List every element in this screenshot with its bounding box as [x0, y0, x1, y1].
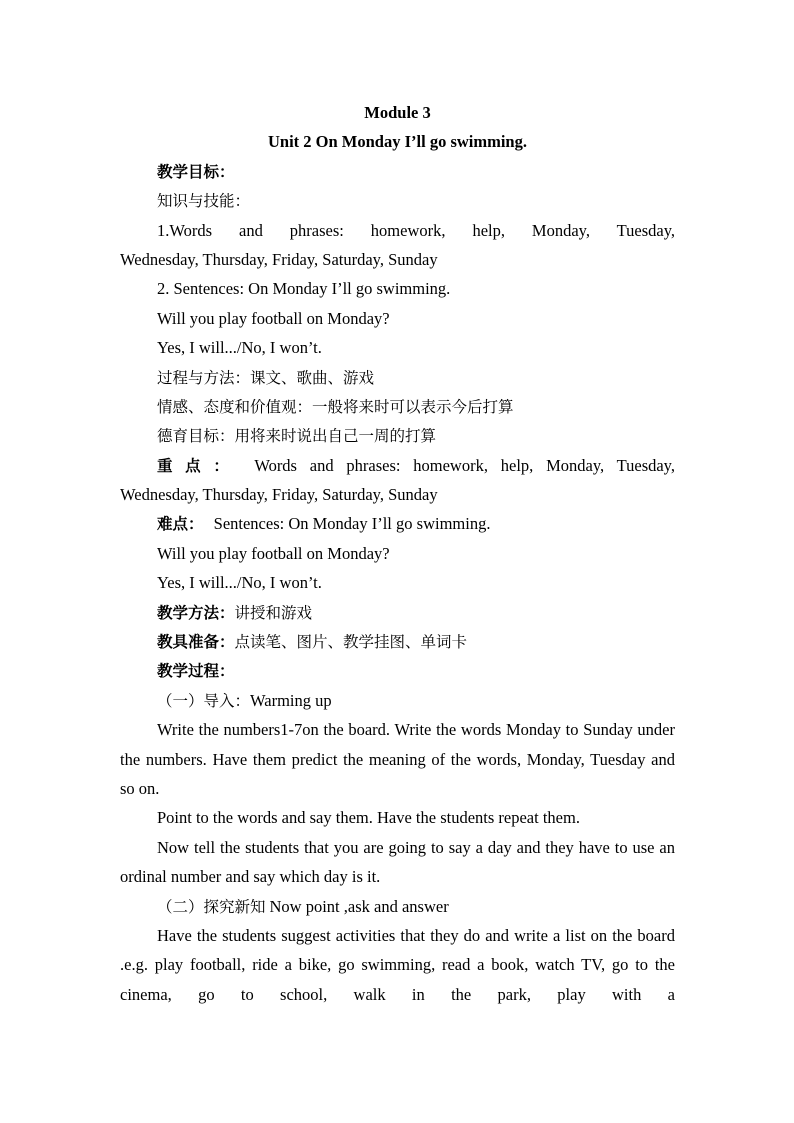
section-1-heading — [120, 686, 675, 715]
section-2-title: Now point ,ask and answer — [269, 896, 449, 916]
process-method-line — [120, 363, 675, 392]
answer-line: Yes, I will.../No, I won’t. — [157, 338, 322, 358]
paragraph-2: Point to the words and say them. Have the students repeat them. — [157, 808, 580, 828]
difficulty-answer: Yes, I will.../No, I won’t. — [157, 573, 322, 593]
section-2-heading — [120, 892, 675, 921]
difficulty-line — [120, 509, 675, 538]
key-points-text: Words and phrases: homework, help, Monday, Tuesday, — [254, 455, 675, 475]
module-title: Module 3 — [364, 103, 431, 122]
words-line-2: Wednesday, Thursday, Friday, Saturday, Sunday — [120, 249, 438, 269]
teaching-method-text: 讲授和游戏 — [234, 603, 313, 622]
teaching-method-line — [120, 598, 675, 627]
teaching-aids-line — [120, 627, 675, 656]
key-points-label: 重点： — [157, 456, 242, 475]
teaching-process-label: 教学过程： — [157, 662, 235, 681]
moral-goal-line — [120, 421, 675, 450]
key-points-line-2: Wednesday, Thursday, Friday, Saturday, Sunday — [120, 485, 438, 505]
unit-title: Unit 2 On Monday I’ll go swimming. — [268, 132, 527, 152]
document-page — [120, 98, 675, 1009]
paragraph-4: Have the students suggest activities that they do and write a list on the board .e.g. play football, ride a bike, go swimming, read a book, watch TV, go to the cinema, go to school, walk in the park, play with a — [120, 926, 675, 1004]
teaching-goals-label: 教学目标： — [157, 162, 235, 181]
difficulty-label: 难点： — [157, 515, 204, 534]
knowledge-skills-heading — [120, 186, 675, 215]
question-line: Will you play football on Monday? — [157, 308, 390, 328]
emotion-attitude-line — [120, 392, 675, 421]
difficulty-text: Sentences: On Monday I’ll go swimming. — [213, 514, 491, 534]
teaching-aids-text: 点读笔、图片、教学挂图、单词卡 — [234, 633, 468, 652]
teaching-method-label: 教学方法： — [157, 603, 235, 622]
paragraph-3: Now tell the students that you are going to say a day and they have to use an ordinal number and say which day is it. — [120, 837, 675, 887]
difficulty-question: Will you play football on Monday? — [157, 543, 390, 563]
moral-goal-text: 德育目标：用将来时说出自己一周的打算 — [157, 427, 437, 446]
section-2-label: （二）探究新知 — [157, 897, 266, 916]
sentences-line: 2. Sentences: On Monday I’ll go swimming. — [157, 279, 451, 299]
section-1-label: （一）导入： — [157, 691, 251, 710]
teaching-process-line — [120, 656, 675, 685]
section-1-title: Warming up — [250, 690, 332, 710]
words-line-1: 1.Words and phrases: homework, help, Monday, Tuesday, — [157, 220, 675, 240]
key-points-line — [120, 451, 675, 480]
paragraph-1: Write the numbers1-7on the board. Write the words Monday to Sunday under the numbers. Have them predict the meaning of the words, Monday, Tuesday and so on. — [120, 720, 675, 799]
teaching-aids-label: 教具准备： — [157, 633, 235, 652]
knowledge-skills-label: 知识与技能： — [157, 192, 251, 211]
teaching-goals-heading — [120, 157, 675, 186]
process-method-text: 过程与方法：课文、歌曲、游戏 — [157, 368, 375, 387]
emotion-attitude-text: 情感、态度和价值观：一般将来时可以表示今后打算 — [157, 397, 514, 416]
